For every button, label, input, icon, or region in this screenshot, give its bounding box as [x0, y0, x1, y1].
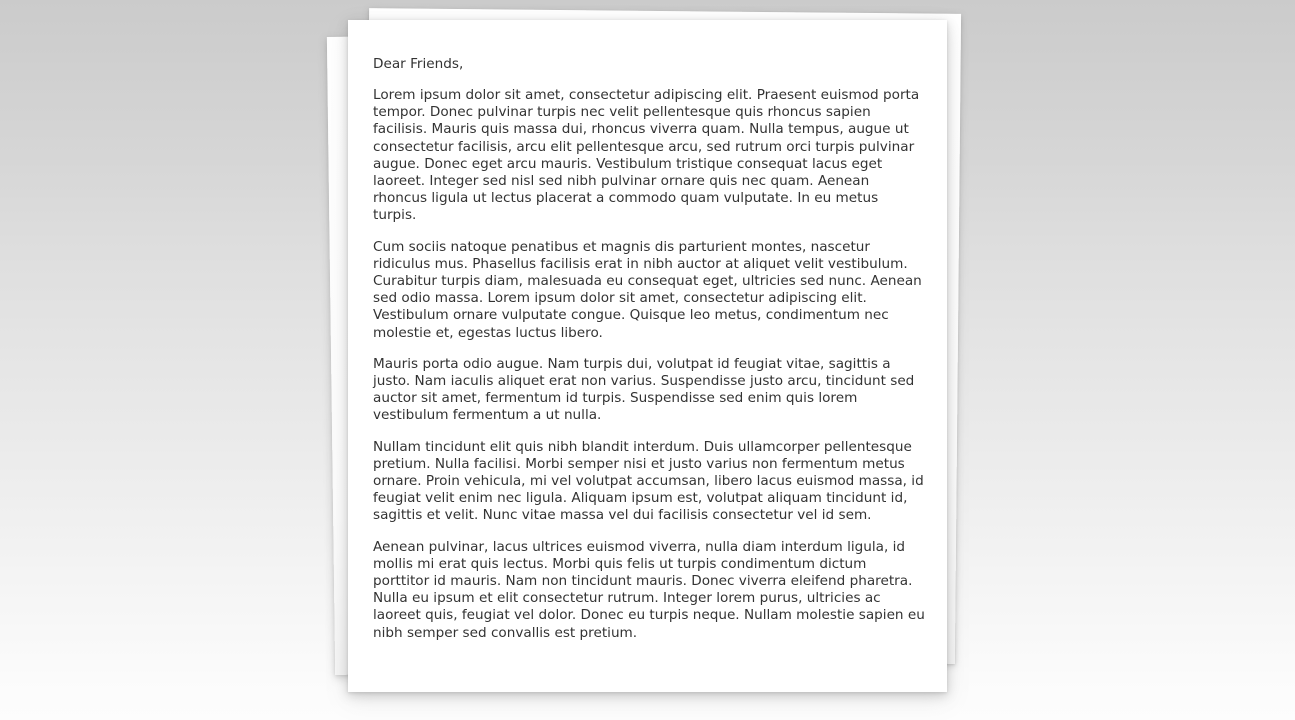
- letter-body: [373, 56, 925, 642]
- letter-paragraph: Nullam tincidunt elit quis nibh blandit interdum. Duis ullamcorper pellentesque pretium. Nulla facilisi. Morbi semper nisi et justo varius non fermentum metus ornare. Proin vehicula, mi vel volutpat accumsan, libero lacus euismod massa, id feugiat velit enim nec ligula. Aliquam ipsum est, volutpat aliquam tincidunt id, sagittis et velit. Nunc vitae massa vel dui facilisis consectetur vel id sem.: [373, 438, 924, 524]
- letter-greeting: Dear Friends,: [373, 56, 464, 72]
- paper-sheet-front[interactable]: [348, 20, 947, 692]
- letter-paragraph: Cum sociis natoque penatibus et magnis dis parturient montes, nascetur ridiculus mus. Phasellus facilisis erat in nibh auctor at aliquet velit vestibulum. Curabitur turpis diam, malesuada eu consequat eget, ultricies sed nunc. Aenean sed odio massa. Lorem ipsum dolor sit amet, consectetur adipiscing elit. Vestibulum ornare vulputate congue. Quisque leo metus, condimentum nec molestie et, egestas luctus libero.: [373, 238, 922, 341]
- letter-paragraph: Mauris porta odio augue. Nam turpis dui, volutpat id feugiat vitae, sagittis a justo. Nam iaculis aliquet erat non varius. Suspendisse justo arcu, tincidunt sed auctor sit amet, fermentum id turpis. Suspendisse sed enim quis lorem vestibulum fermentum a ut nulla.: [373, 355, 915, 424]
- letter-paragraph: Lorem ipsum dolor sit amet, consectetur adipiscing elit. Praesent euismod porta tempor. Donec pulvinar turpis nec velit pellentesque quis rhoncus sapien facilisis. Mauris quis massa dui, rhoncus viverra quam. Nulla tempus, augue ut consectetur facilisis, arcu elit pellentesque arcu, sed rutrum orci turpis pulvinar augue. Donec eget arcu mauris. Vestibulum tristique consequat lacus eget laoreet. Integer sed nisl sed nibh pulvinar ornare quis nec quam. Aenean rhoncus ligula ut lectus placerat a commodo quam vulputate. In eu metus turpis.: [373, 87, 920, 224]
- letter-paragraph: Aenean pulvinar, lacus ultrices euismod viverra, nulla diam interdum ligula, id mollis mi erat quis lectus. Morbi quis felis ut turpis condimentum dictum porttitor id mauris. Nam non tincidunt mauris. Donec viverra eleifend pharetra. Nulla eu ipsum et elit consectetur rutrum. Integer lorem purus, ultricies ac laoreet quis, feugiat vel dolor. Donec eu turpis neque. Nullam molestie sapien eu nibh semper sed convallis est pretium.: [373, 538, 925, 641]
